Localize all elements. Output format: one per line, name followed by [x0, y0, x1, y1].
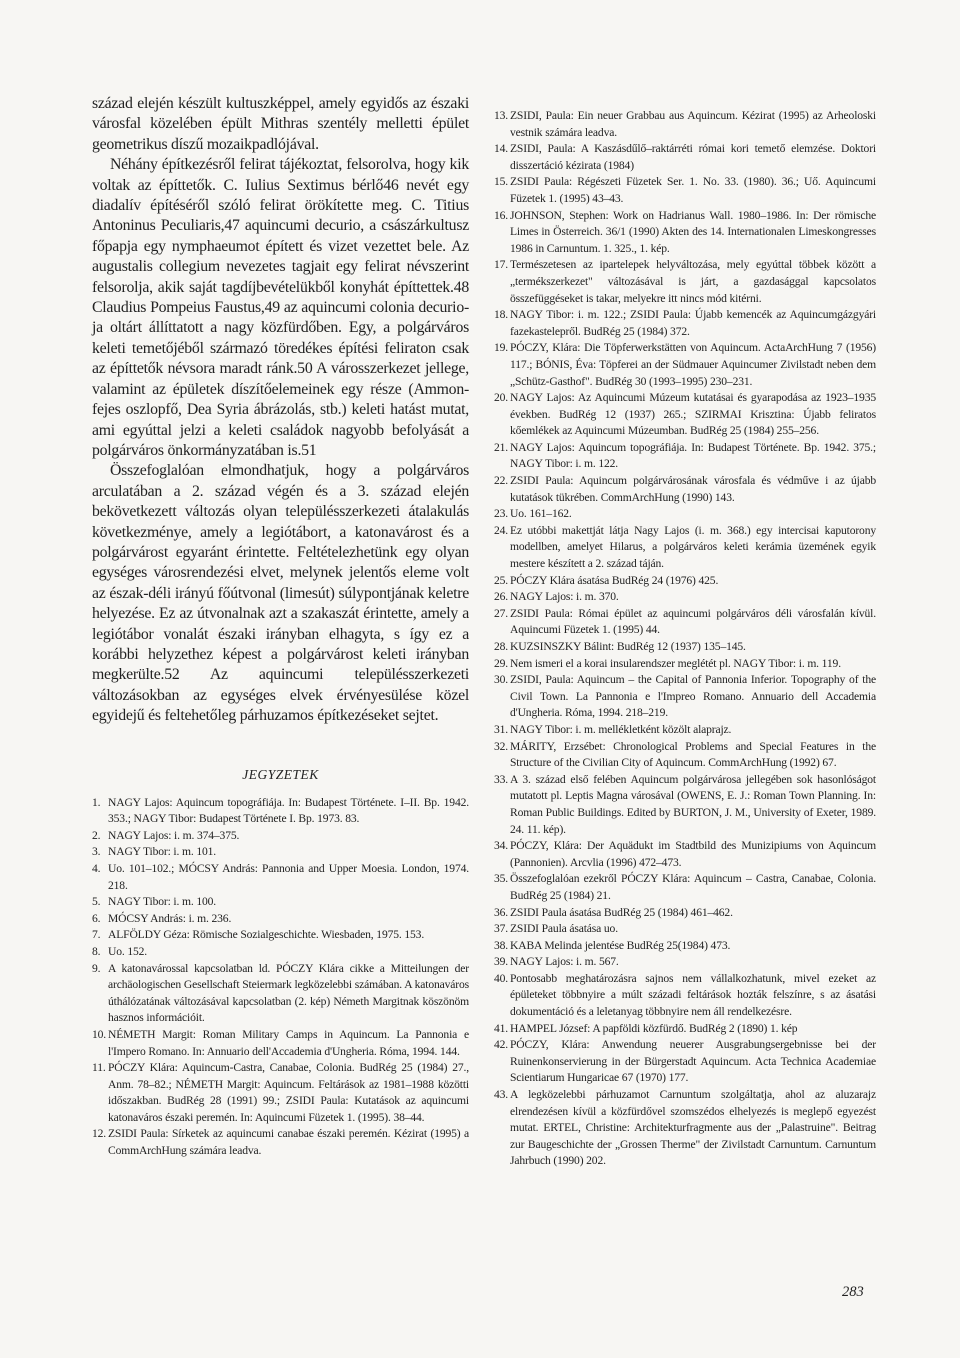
- footnote-text: MÓCSY András: i. m. 236.: [108, 911, 232, 925]
- footnote-number: 19.: [494, 341, 509, 355]
- footnote-number: 16.: [494, 208, 509, 222]
- footnote-text: PÓCZY, Klára: Die Töpferwerkstätten von Aquincum. ActaArchHung 7 (1956) 117.; BÓNIS, Éva: Töpferei an der Südmauer Aquincumer Zivilstadt neben dem „Schütz-Gasthof". BudRég 30 (1993–1995) 230–231.: [510, 341, 876, 388]
- footnote-text: Uo. 101–102.; MÓCSY András: Pannonia and Upper Moesia. London, 1974. 218.: [108, 861, 469, 892]
- footnote-number: 3.: [92, 845, 101, 859]
- footnote-number: 7.: [92, 928, 101, 942]
- body-paragraph: Összefoglalóan elmondhatjuk, hogy a polgárváros arculatában a 2. század végén és a 3. század elején bekövetkezett változás olyan településszerkezeti átalakulás következménye, amely a legiótábort, a katonavárost és a polgárvárost egyaránt érintette. Feltételezhetünk egy olyan egységes városrendezési elvet, melynek jelentős eleme volt az észak-déli irányú főútvonal (limesút) súlypontjának keletre helyezése. Ez az útvonalnak azt a szakaszát érintette, amely a legiótábor vonalát északi irányban elhagyta, s így ez a korábbi helyzethez képest a polgárvárost keleti irányban megkerülte.52 Az aquincumi településszerkezeti változásokban az egységes elvek érvényesülése közel egyidejű és feltehetőleg párhuzamos építkezéseket sejtet.: [92, 462, 469, 725]
- footnote-text: NAGY Tibor: i. m. 122.; ZSIDI Paula: Újabb kemencék az Aquincumgázgyári fazekastelepről. BudRég 25 (1984) 372.: [510, 308, 876, 338]
- footnote: [92, 1027, 469, 1060]
- footnote: [494, 656, 876, 673]
- notes-list-right: [494, 108, 876, 1170]
- footnote-number: 14.: [494, 142, 509, 156]
- footnote-text: NAGY Lajos: Az Aquincumi Múzeum kutatásai és gyarapodása az 1923–1935 években. BudRég 12 (1937) 265.; SZIRMAI Krisztina: Újabb feliratos kőemlékek az Aquincumi Múzeumban. BudRég 25 (1984) 255–256.: [510, 391, 876, 438]
- footnote: [494, 440, 876, 473]
- footnote-number: 11.: [92, 1061, 106, 1075]
- footnote-text: Nem ismeri el a korai insularendszer meglétét pl. NAGY Tibor: i. m. 119.: [510, 656, 841, 670]
- footnote: [494, 340, 876, 390]
- footnote-text: ZSIDI Paula: Aquincum polgárvárosának városfala és védműve i az újabb kutatások tükrében. CommArchHung (1990) 143.: [510, 474, 876, 504]
- footnote: [494, 722, 876, 739]
- footnote-number: 6.: [92, 911, 101, 925]
- footnote-number: 21.: [494, 440, 509, 454]
- footnote-text: ZSIDI, Paula: Ein neuer Grabbau aus Aquincum. Kézirat (1995) az Arheoloski vestnik számára leadva.: [510, 109, 876, 139]
- footnote-number: 39.: [494, 955, 509, 969]
- footnote-text: ALFÖLDY Géza: Römische Sozialgeschichte. Wiesbaden, 1975. 153.: [108, 928, 425, 942]
- footnote: [494, 208, 876, 258]
- footnote: [494, 473, 876, 506]
- footnote-text: NÉMETH Margit: Roman Military Camps in Aquincum. La Pannonia e l'Impero Romano. In: Annuario dell'Accademia d'Ungheria. Róma, 1994. 144.: [108, 1027, 469, 1058]
- footnote-number: 17.: [494, 258, 509, 272]
- footnote: [92, 911, 469, 928]
- footnote: [494, 971, 876, 1021]
- body-text: [92, 94, 469, 727]
- footnote: [92, 961, 469, 1027]
- footnote-number: 26.: [494, 590, 509, 604]
- footnote-number: 30.: [494, 673, 509, 687]
- footnote: [92, 1126, 469, 1159]
- footnote-text: ZSIDI Paula ásatása uo.: [510, 922, 618, 936]
- footnote-text: NAGY Lajos: Aquincum topográfiája. In: Budapest Története. I–II. Bp. 1942. 353.; NAGY Tibor: Budapest Története I. Bp. 1973. 83.: [108, 795, 469, 826]
- footnote-text: NAGY Tibor: i. m. 100.: [108, 895, 217, 909]
- footnote: [92, 944, 469, 961]
- footnote-number: 35.: [494, 872, 509, 886]
- footnote-number: 13.: [494, 109, 509, 122]
- footnote-number: 33.: [494, 772, 509, 786]
- footnote-text: JOHNSON, Stephen: Work on Hadrianus Wall. 1980–1986. In: Der römische Limes in Österreich. 36/1 (1990) Akten des 14. Internationalen Limeskongresses 1986 in Carnuntum. 1. 325., 1. kép.: [510, 208, 876, 255]
- footnote: [494, 1087, 876, 1170]
- footnote-text: Uo. 152.: [108, 944, 148, 958]
- footnote-number: 37.: [494, 922, 509, 936]
- footnote-number: 23.: [494, 507, 509, 521]
- footnote: [494, 307, 876, 340]
- footnote-number: 9.: [92, 961, 101, 975]
- footnote-text: ZSIDI Paula: Régészeti Füzetek Ser. 1. No. 33. (1980). 36.; Uő. Aquincumi Füzetek 1. (1995) 43–43.: [510, 175, 876, 205]
- footnote-text: NAGY Tibor: i. m. 101.: [108, 845, 217, 859]
- notes-heading: JEGYZETEK: [242, 766, 319, 782]
- footnote: [494, 921, 876, 938]
- footnote-number: 10.: [92, 1027, 107, 1041]
- footnote-text: ZSIDI Paula: Római épület az aquincumi polgárváros déli városfalán kívül. Aquincumi Füzetek 1. (1995) 44.: [510, 606, 876, 637]
- footnote: [494, 871, 876, 904]
- footnote-text: ZSIDI Paula: Sírketek az aquincumi canabae északi peremén. Kézirat (1995) a CommArchHung számára leadva.: [108, 1127, 469, 1158]
- footnote: [92, 828, 469, 845]
- footnote-number: 42.: [494, 1038, 509, 1052]
- footnote-text: MÁRITY, Erzsébet: Chronological Problems and Special Features in the Structure of the Civilian City of Aquincum. CommArchHung (1992) 67.: [510, 739, 876, 770]
- footnote-text: NAGY Lajos: i. m. 567.: [510, 955, 619, 969]
- footnote-text: NAGY Lajos: Aquincum topográfiája. In: Budapest Története. Bp. 1942. 375.; NAGY Tibor: i. m. 122.: [510, 440, 876, 471]
- footnote-text: KUZSINSZKY Bálint: BudRég 12 (1937) 135–145.: [510, 640, 746, 653]
- footnote: [92, 844, 469, 861]
- footnote: [494, 938, 876, 955]
- footnote-number: 12.: [92, 1127, 107, 1141]
- footnote-number: 34.: [494, 839, 509, 853]
- footnote-number: 31.: [494, 722, 509, 736]
- right-column: [494, 108, 876, 1170]
- footnote: [494, 108, 876, 141]
- footnote-text: Természetesen az ipartelepek helyváltozása, mely egyúttal többek között a „termékszerkezet" változásával is járt, a gazdasággal kapcsolatos összefüggéseket is takar, melyekre itt nincs mód kitérni.: [510, 258, 876, 305]
- footnote: [494, 390, 876, 440]
- footnote-number: 36.: [494, 905, 509, 919]
- footnote-text: Uo. 161–162.: [510, 507, 572, 521]
- footnote-number: 29.: [494, 656, 509, 670]
- footnote-text: ZSIDI, Paula: Aquincum – the Capital of Pannonia Inferior. Topography of the Civil Town. La Pannonia e l'Impreo Romano. Annuario dell Accademia d'Ungheria. Róma, 1994. 218–219.: [510, 673, 876, 720]
- footnote: [494, 772, 876, 838]
- notes-list-left: [92, 795, 469, 1160]
- footnote: [494, 739, 876, 772]
- footnote: [494, 1037, 876, 1087]
- footnote-number: 25.: [494, 573, 509, 587]
- footnote-text: A 3. század első felében Aquincum polgárvárosa jellegében sok hasonlóságot mutatott pl. Leptis Magna városával (OWENS, E. J.: Roman Town Planning. In: Roman Public Buildings. Edited by BURTON, J. M., University of Exeter, 1989. 24. 11. kép).: [510, 772, 876, 836]
- footnote-number: 27.: [494, 606, 509, 620]
- footnote: [92, 861, 469, 894]
- footnote-number: 40.: [494, 971, 509, 985]
- footnote: [494, 672, 876, 722]
- footnote: [494, 506, 876, 523]
- footnote-text: A katonavárossal kapcsolatban ld. PÓCZY Klára cikke a Mitteilungen der archäologischen Gesellschaft Steiermark legközelebbi számában. A katonaváros úthálózatának változásával kapcsolatban (2. kép) Németh Margitnak köszönöm hasznos információit.: [108, 961, 469, 1025]
- footnote-number: 24.: [494, 523, 509, 537]
- footnote: [494, 1021, 876, 1038]
- footnote-number: 20.: [494, 391, 509, 405]
- footnote-text: ZSIDI, Paula: A Kaszásdűlő–raktárréti római kori temető elemzése. Doktori disszertáció kézirata (1984): [510, 142, 876, 172]
- footnote-text: PÓCZY Klára ásatása BudRég 24 (1976) 425.: [510, 573, 719, 587]
- footnote: [494, 573, 876, 590]
- footnote-text: KABA Melinda jelentése BudRég 25(1984) 473.: [510, 938, 731, 952]
- footnote: [494, 589, 876, 606]
- body-paragraph: század elején készült kultuszképpel, amely egyidős az északi városfal közelében épült Mithras szentély melletti épület geometrikus díszű mozaikpadlójával.: [92, 95, 469, 153]
- footnote: [494, 639, 876, 656]
- footnote-number: 32.: [494, 739, 509, 753]
- footnote: [494, 905, 876, 922]
- footnote-number: 18.: [494, 308, 509, 322]
- footnote: [494, 257, 876, 307]
- footnote-number: 28.: [494, 640, 509, 653]
- footnote: [494, 523, 876, 573]
- footnote-number: 4.: [92, 861, 101, 875]
- footnote-text: Összefoglalóan ezekről PÓCZY Klára: Aquincum – Castra, Canabae, Colonia. BudRég 25 (1984) 21.: [510, 872, 876, 902]
- footnote-text: PÓCZY, Klára: Anwendung neuerer Ausgrabungsergebnisse bei der Ruinenkonservierung in der Bürgerstadt Aquincum. Acta Technica Academiae Scientiarum Hungaricae 67 (1970) 177.: [510, 1038, 876, 1085]
- footnote: [92, 927, 469, 944]
- footnote: [494, 954, 876, 971]
- footnote-text: NAGY Tibor: i. m. mellékletként közölt alaprajz.: [510, 722, 732, 736]
- footnote: [494, 141, 876, 174]
- footnote: [92, 795, 469, 828]
- footnote-text: ZSIDI Paula ásatása BudRég 25 (1984) 461–462.: [510, 905, 733, 919]
- footnote-number: 8.: [92, 944, 101, 958]
- footnote: [494, 174, 876, 207]
- footnote: [92, 1060, 469, 1126]
- footnote-number: 22.: [494, 474, 509, 488]
- footnote-number: 41.: [494, 1021, 509, 1035]
- footnote-text: A legközelebbi párhuzamot Carnuntum szolgáltatja, ahol az aluzarajz elrendezésen kívül a közfürdővel szomszédos elhelyezés is meglepő egyezést mutat. ERTEL, Christine: Architekturfragmente aus der „Palastruine". Beitrag zur Baugeschichte der „Grossen Therme" der Zivilstadt Carnuntum. Carnuntum Jahrbuch (1990) 202.: [510, 1088, 876, 1168]
- footnote: [494, 606, 876, 639]
- left-column: [92, 94, 469, 1160]
- footnote-number: 2.: [92, 828, 101, 842]
- footnote: [494, 838, 876, 871]
- footnote-text: PÓCZY, Klára: Der Aquädukt im Stadtbild des Munizipiums von Aquincum (Pannonien). Arcvlia (1996) 472–473.: [510, 839, 876, 869]
- footnote-text: Ez utóbbi makettját látja Nagy Lajos (i. m. 368.) egy intercisai kaputorony modellben, amelyet Hilarus, a polgárváros keleti kerámia üzemének egyik mestere készített a 2. század táján.: [510, 523, 876, 571]
- footnote-number: 38.: [494, 938, 509, 952]
- footnote-number: 5.: [92, 895, 101, 909]
- footnote-number: 43.: [494, 1088, 509, 1102]
- footnote-text: NAGY Lajos: i. m. 374–375.: [108, 828, 240, 842]
- body-paragraph: Néhány építkezésről felirat tájékoztat, felsorolva, hogy kik voltak az építtetők. C. Iulius Sextimus bérlő46 nevét egy diadalív építéséről szóló felirat örökítette meg. C. Titius Antoninus Peculiaris,47 aquincumi decurio, a császárkultusz főpapja egy nymphaeumot épített és vizet vezettet bele. Az augustalis collegium nevezetes tagjait egy felirat névszerint felsorolja, akik saját tagdíjbevételükből konyhát építtettek.48 Claudius Pompeius Faustus,49 az aquincumi colonia decurio-ja oltárt állíttatott a nagy közfürdőben. Egy, a polgárváros keleti temetőjéből származó töredékes építési feliraton csak az építtetők névsora maradt ránk.50 A városszerkezet jellege, valamint az épületek díszítőelemeinek egy része (Ammon-fejes oszlopfő, Dea Syria ábrázolás, stb.) keleti hatást mutat, ami egyúttal jelzi a keleti családok nagyobb befolyását a polgárváros önkormányzatában is.51: [92, 156, 469, 459]
- footnote-text: NAGY Lajos: i. m. 370.: [510, 590, 619, 604]
- footnote-number: 15.: [494, 175, 509, 189]
- footnote-text: PÓCZY Klára: Aquincum-Castra, Canabae, Colonia. BudRég 25 (1984) 27., Anm. 78–82.; NÉMETH Margit: Aquincum. Feltárások az 1981–1988 közötti időszakban. BudRég 28 (1991) 99.; ZSIDI Paula: Kutatások az aquincumi katonaváros északi peremén. In: Aquincumi Füzetek 1. (1995). 38–44.: [108, 1061, 469, 1124]
- footnote-text: Pontosabb meghatározásra sajnos nem vállalkozhatunk, mivel ezeket az épületeket többnyire a múlt századi feltárások hozták felszínre, s az ásatási dokumentáció és a leletanyag többnyire nem áll rendelkezésre.: [510, 971, 876, 1019]
- footnote-number: 1.: [92, 795, 101, 809]
- page-number: 283: [842, 1284, 864, 1300]
- footnote: [92, 894, 469, 911]
- footnote-text: HAMPEL József: A papföldi közfürdő. BudRég 2 (1890) 1. kép: [510, 1021, 798, 1035]
